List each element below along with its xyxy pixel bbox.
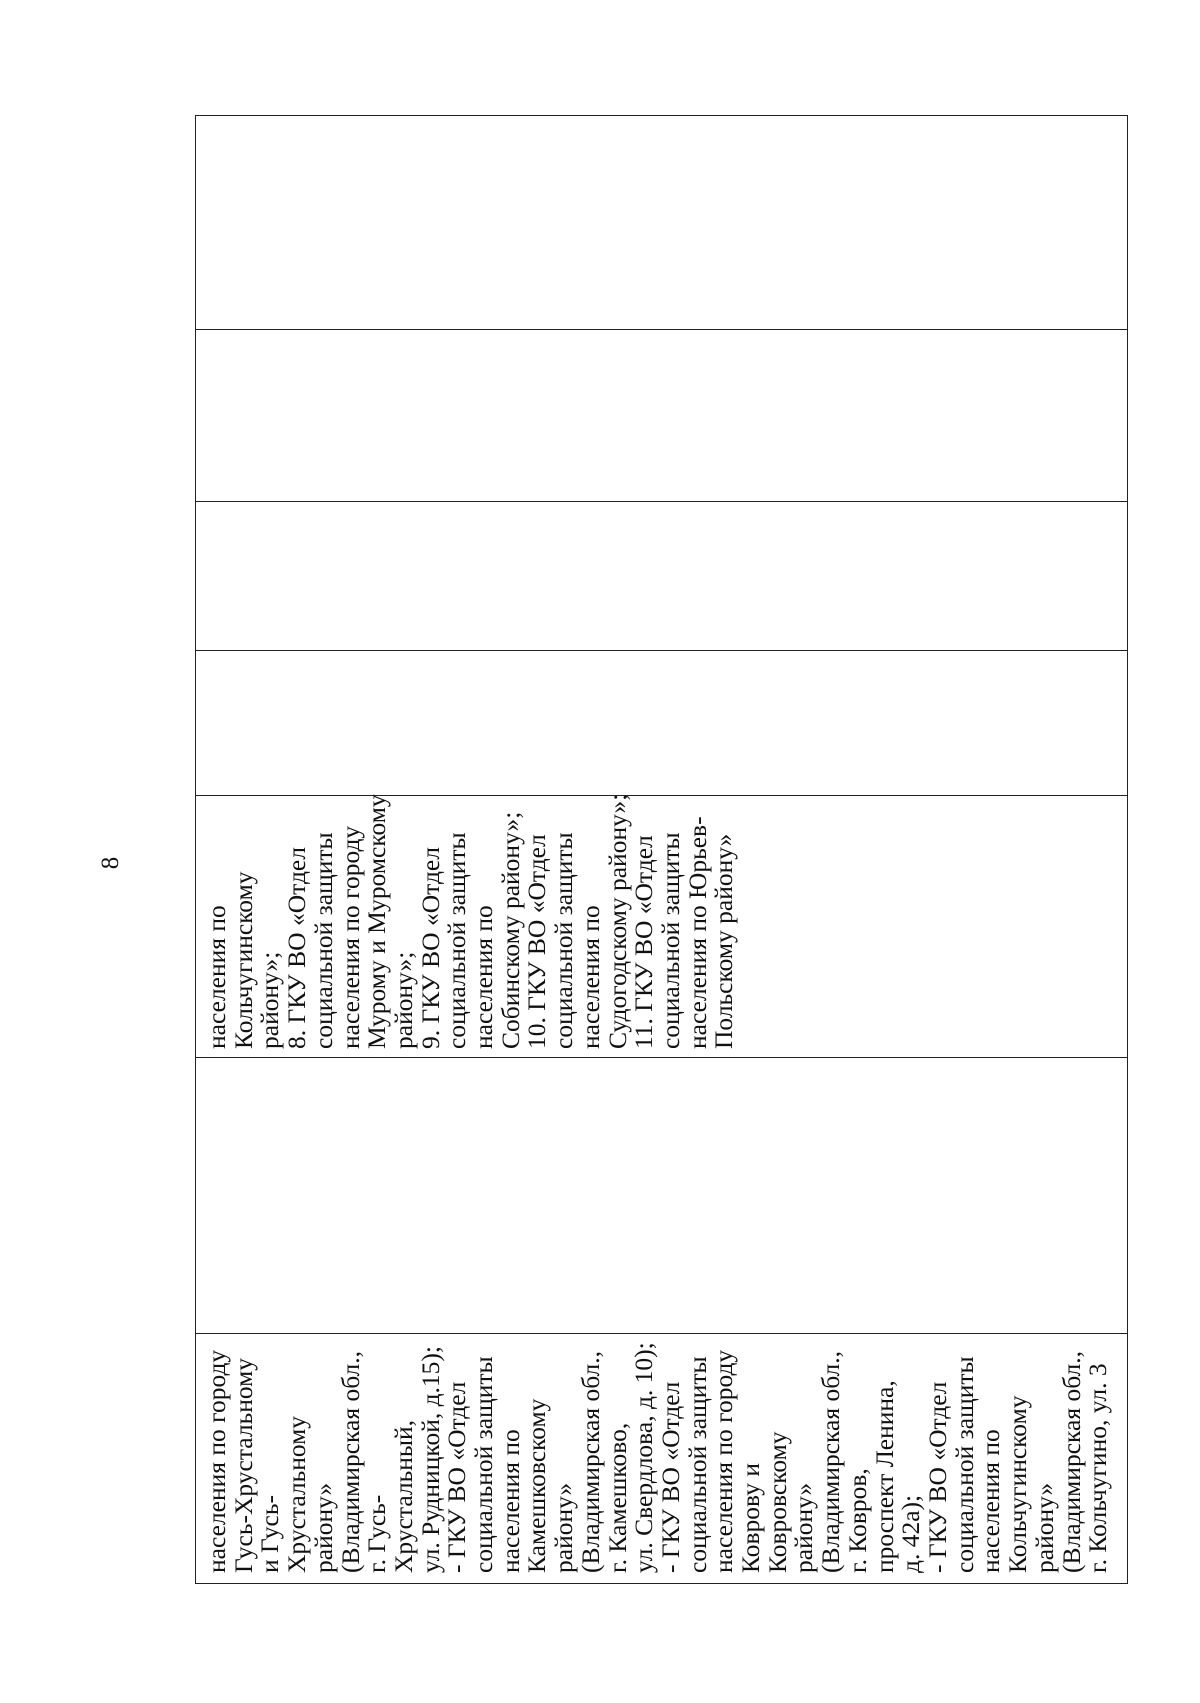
cell-line: социальной защиты xyxy=(308,832,338,1049)
cell-line: проспект Ленина, xyxy=(869,1380,899,1573)
rotated-page-content xyxy=(195,115,1128,1584)
cell-line: Хрустальный, xyxy=(388,1419,418,1573)
cell-text-column-1 xyxy=(204,1342,1112,1573)
table-column-3 xyxy=(196,795,1127,1057)
cell-line: району» xyxy=(789,1482,819,1573)
cell-line: 10. ГКУ ВО «Отдел xyxy=(522,834,552,1049)
cell-line: социальной защиты xyxy=(655,832,685,1049)
cell-line: г. Кольчугино, ул. 3 xyxy=(1083,1363,1113,1573)
cell-line: Кольчугинскому xyxy=(1003,1395,1033,1573)
cell-line: Хрустальному xyxy=(282,1415,312,1573)
cell-line: Польскому району» xyxy=(709,833,739,1049)
cell-line: - ГКУ ВО «Отдел xyxy=(922,1381,952,1573)
cell-line: району» xyxy=(549,1482,579,1573)
cell-line: Мурому и Муромскому xyxy=(362,794,392,1049)
cell-line: социальной защиты xyxy=(549,832,579,1049)
cell-line: Гусь-Хрустальному xyxy=(228,1357,258,1573)
page-number: 8 xyxy=(97,856,124,870)
cell-text-column-3 xyxy=(204,794,738,1049)
cell-line: социальной защиты xyxy=(469,1356,499,1573)
cell-line: 9. ГКУ ВО «Отдел xyxy=(415,847,445,1049)
cell-line: Кольчугинскому xyxy=(228,871,258,1049)
cell-line: населения по xyxy=(469,905,499,1049)
cell-line: - ГКУ ВО «Отдел xyxy=(442,1381,472,1573)
table-column-2 xyxy=(196,1057,1127,1333)
cell-line: 8. ГКУ ВО «Отдел xyxy=(282,847,312,1049)
cell-line: Коврову и xyxy=(736,1463,766,1573)
cell-line: социальной защиты xyxy=(949,1356,979,1573)
cell-line: (Владимирская обл., xyxy=(335,1350,365,1573)
table-column-6 xyxy=(196,329,1127,501)
cell-line: населения по городу xyxy=(335,825,365,1049)
cell-line: Ковровскому xyxy=(762,1431,792,1573)
table-column-5 xyxy=(196,501,1127,650)
cell-line: району»; xyxy=(255,951,285,1049)
cell-line: г. Гусь- xyxy=(362,1494,392,1573)
cell-line: (Владимирская обл., xyxy=(816,1350,846,1573)
table-column-4 xyxy=(196,650,1127,795)
cell-line: населения по городу xyxy=(709,1349,739,1573)
cell-line: Камешковскому xyxy=(522,1398,552,1573)
cell-line: и Гусь- xyxy=(255,1495,285,1573)
cell-line: 11. ГКУ ВО «Отдел xyxy=(629,835,659,1049)
data-table xyxy=(195,115,1128,1584)
table-column-1 xyxy=(196,1333,1127,1583)
cell-line: г. Камешково, xyxy=(602,1422,632,1573)
cell-line: Собинскому району»; xyxy=(495,811,525,1049)
cell-line: населения по xyxy=(575,905,605,1049)
cell-line: (Владимирская обл., xyxy=(1056,1350,1086,1573)
cell-line: населения по городу xyxy=(202,1349,231,1573)
cell-line: ул. Свердлова, д. 10); xyxy=(629,1342,659,1573)
cell-line: населения по Юрьев- xyxy=(682,816,712,1049)
cell-line: Судогодскому району»; xyxy=(602,793,632,1049)
cell-line: социальной защиты xyxy=(442,832,472,1049)
cell-line: - ГКУ ВО «Отдел xyxy=(655,1381,685,1573)
cell-line: г. Ковров, xyxy=(842,1468,872,1573)
cell-line: социальной защиты xyxy=(682,1356,712,1573)
cell-line: (Владимирская обл., xyxy=(575,1350,605,1573)
cell-line: населения по xyxy=(202,905,231,1049)
cell-line: населения по xyxy=(495,1429,525,1573)
cell-line: району»; xyxy=(388,951,418,1049)
cell-line: д. 42а); xyxy=(896,1494,926,1573)
cell-line: населения по xyxy=(976,1429,1006,1573)
cell-line: району» xyxy=(1029,1482,1059,1573)
table-column-7 xyxy=(196,114,1127,329)
cell-line: району» xyxy=(308,1482,338,1573)
cell-line: ул. Рудницкой, д.15); xyxy=(415,1345,445,1573)
